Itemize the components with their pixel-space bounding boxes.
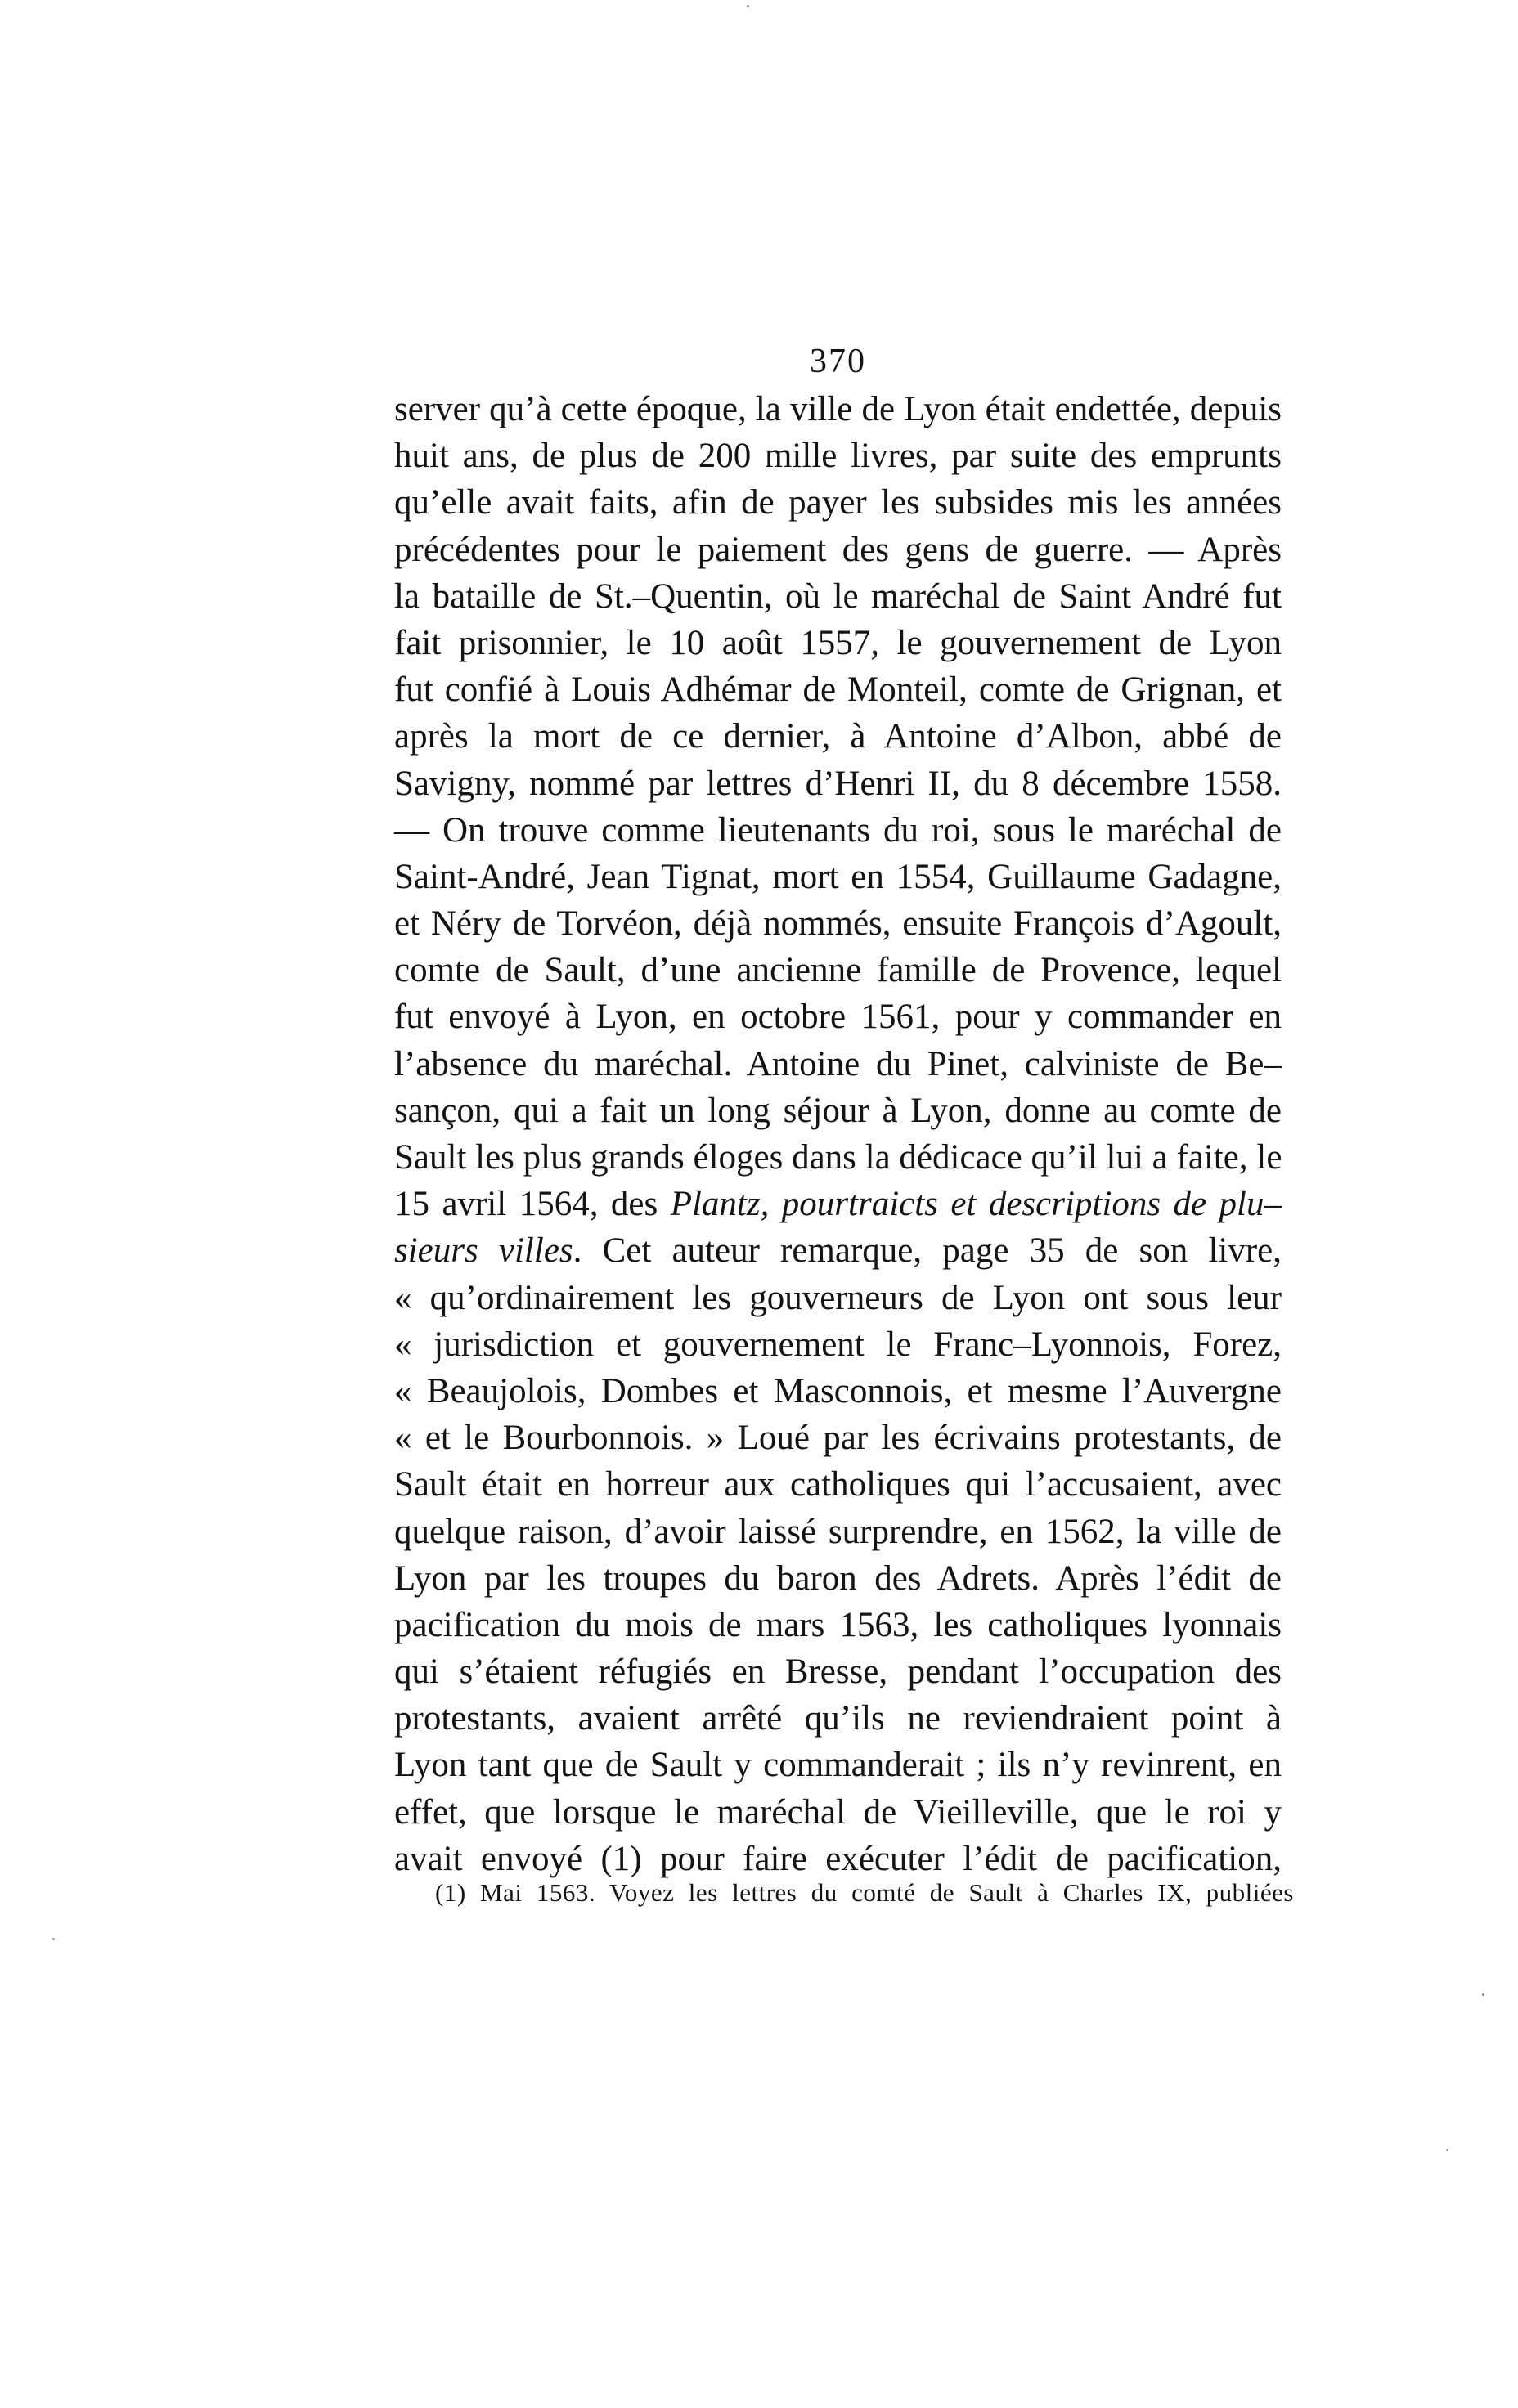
text-line: Lyon par les troupes du baron des Adrets. Après l’édit de: [394, 1558, 1282, 1598]
text-line: la bataille de St.–Quentin, où le maréchal de Saint André fut: [394, 576, 1282, 616]
text-line: fut envoyé à Lyon, en octobre 1561, pour y commander en: [394, 998, 1282, 1037]
text-line: « qu’ordinairement les gouverneurs de Lyon ont sous leur: [394, 1278, 1282, 1317]
text-segment: 15 avril 1564, des: [394, 1185, 671, 1224]
page-number: 370: [810, 343, 866, 380]
text-segment: . Cet auteur remarque, page 35 de son livre,: [573, 1231, 1282, 1271]
text-line: Sault était en horreur aux catholiques qui l’accusaient, avec: [394, 1465, 1282, 1504]
text-line: fut confié à Louis Adhémar de Monteil, comte de Grignan, et: [394, 670, 1282, 710]
text-line-with-title: [394, 1227, 1282, 1274]
text-line: quelque raison, d’avoir laissé surprendre, en 1562, la ville de: [394, 1512, 1282, 1551]
text-line: Savigny, nommé par lettres d’Henri II, du 8 décembre 1558.: [394, 764, 1282, 803]
body-text: [394, 386, 1282, 1882]
text-line: Saint-André, Jean Tignat, mort en 1554, Guillaume Gadagne,: [394, 857, 1282, 896]
book-title-italic: Plantz, pourtraicts et descriptions de plu–: [670, 1185, 1282, 1224]
text-line: huit ans, de plus de 200 mille livres, par suite des emprunts: [394, 437, 1282, 476]
text-line: « Beaujolois, Dombes et Masconnois, et mesme l’Auvergne: [394, 1371, 1282, 1410]
paper-speck: [52, 1938, 55, 1940]
text-line-with-title: [394, 1181, 1282, 1227]
text-line: qu’elle avait faits, afin de payer les subsides mis les années: [394, 483, 1282, 522]
text-line: pacification du mois de mars 1563, les catholiques lyonnais: [394, 1605, 1282, 1644]
text-line: Sault les plus grands éloges dans la dédicace qu’il lui a faite, le: [394, 1138, 1282, 1177]
paper-speck: [747, 5, 749, 7]
text-line: — On trouve comme lieutenants du roi, sous le maréchal de: [394, 810, 1282, 850]
text-line: protestants, avaient arrêté qu’ils ne reviendraient point à: [394, 1699, 1282, 1738]
paper-speck: [1446, 2149, 1448, 2151]
text-line: server qu’à cette époque, la ville de Lyon était endettée, depuis: [394, 390, 1282, 428]
text-line: et Néry de Torvéon, déjà nommés, ensuite François d’Agoult,: [394, 904, 1282, 944]
text-line: l’absence du maréchal. Antoine du Pinet, calviniste de Be–: [394, 1044, 1282, 1083]
text-line: avait envoyé (1) pour faire exécuter l’édit de pacification,: [394, 1839, 1282, 1878]
text-line: sançon, qui a fait un long séjour à Lyon, donne au comte de: [394, 1091, 1282, 1130]
book-title-italic: sieurs villes: [394, 1231, 573, 1271]
text-line: « et le Bourbonnois. » Loué par les écrivains protestants, de: [394, 1419, 1282, 1458]
text-line: fait prisonnier, le 10 août 1557, le gouvernement de Lyon: [394, 623, 1282, 662]
text-line: « jurisdiction et gouvernement le Franc–Lyonnois, Forez,: [394, 1325, 1282, 1364]
paper-speck: [1482, 1993, 1484, 1996]
text-line: effet, que lorsque le maréchal de Vieilleville, que le roi y: [394, 1792, 1282, 1832]
text-line: qui s’étaient réfugiés en Bresse, pendant l’occupation des: [394, 1652, 1282, 1692]
text-line: après la mort de ce dernier, à Antoine d’Albon, abbé de: [394, 717, 1282, 756]
footnote: (1) Mai 1563. Voyez les lettres du comté de Sault à Charles IX, publiées: [435, 1878, 1294, 1907]
text-line: comte de Sault, d’une ancienne famille de Provence, lequel: [394, 951, 1282, 990]
text-line: Lyon tant que de Sault y commanderait ; ils n’y revinrent, en: [394, 1746, 1282, 1785]
text-line: précédentes pour le paiement des gens de guerre. — Après: [394, 530, 1282, 569]
